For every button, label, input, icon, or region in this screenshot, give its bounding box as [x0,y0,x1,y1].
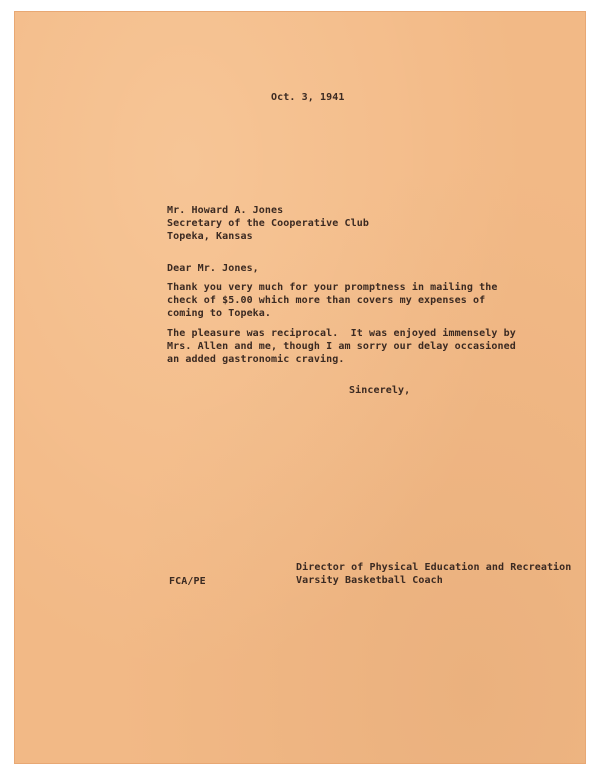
recipient-name: Mr. Howard A. Jones [167,205,284,216]
body-paragraph-1-line-3: coming to Topeka. [167,308,272,319]
recipient-title: Secretary of the Cooperative Club [167,218,369,229]
recipient-location: Topeka, Kansas [167,231,253,242]
body-paragraph-2-line-2: Mrs. Allen and me, though I am sorry our delay occasioned [167,341,516,352]
letter-page [14,11,586,764]
body-paragraph-1-line-2: check of $5.00 which more than covers my expenses of [167,295,486,306]
body-paragraph-2-line-1: The pleasure was reciprocal. It was enjoyed immensely by [167,328,516,339]
body-paragraph-2-line-3: an added gastronomic craving. [167,354,345,365]
signature-title-line-1: Director of Physical Education and Recreation [296,562,572,573]
body-paragraph-1-line-1: Thank you very much for your promptness in mailing the [167,282,498,293]
closing: Sincerely, [349,385,411,396]
letter-date: Oct. 3, 1941 [271,92,345,103]
signature-title-line-2: Varsity Basketball Coach [296,575,443,586]
salutation: Dear Mr. Jones, [167,263,259,274]
typist-initials: FCA/PE [169,576,206,587]
